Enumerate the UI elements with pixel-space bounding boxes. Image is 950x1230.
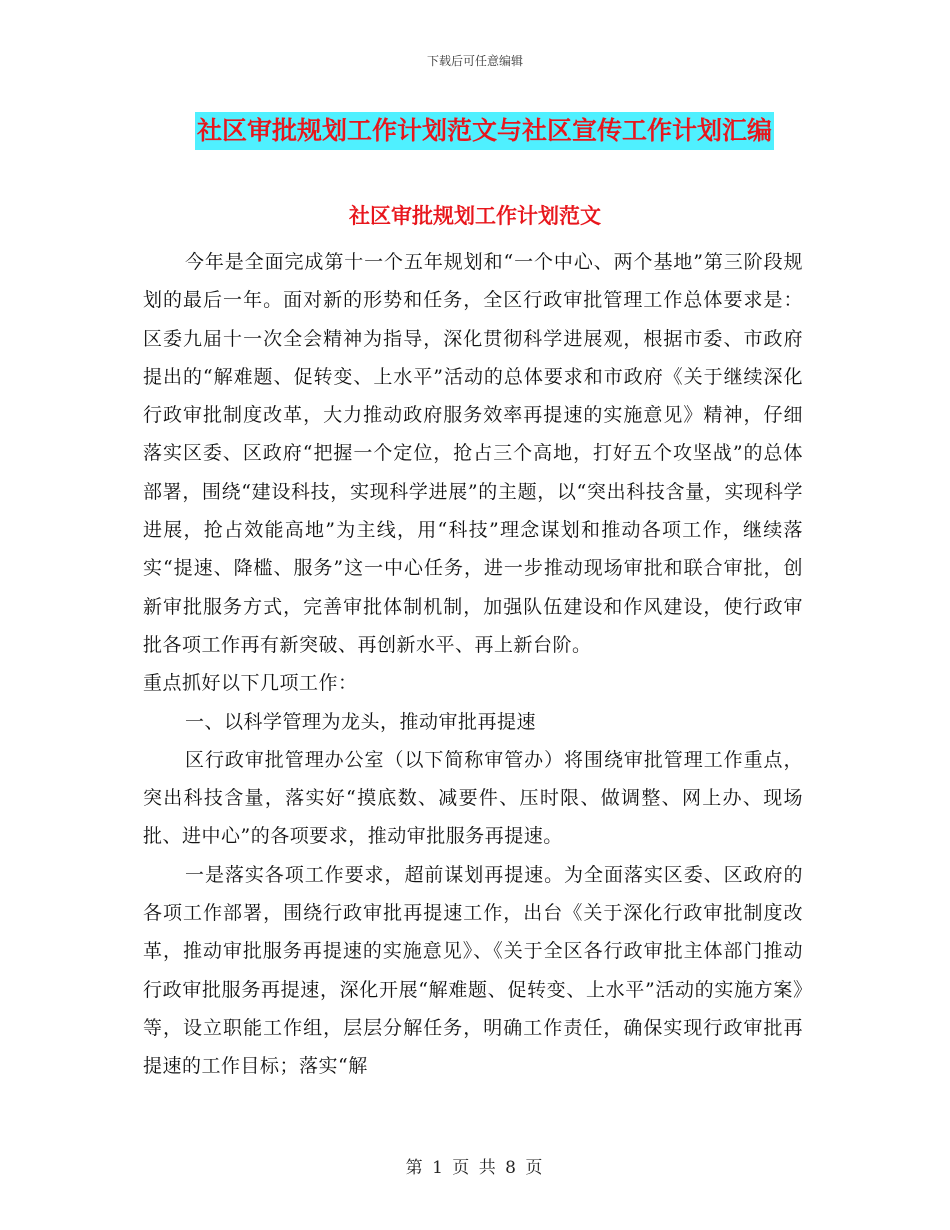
paragraph-key-tasks: 重点抓好以下几项工作： [143,672,358,695]
paragraph-office: 区行政审批管理办公室（以下简称审管办）将围绕审批管理工作重点，突出科技含量，落实好“摸底数、减要件、压时限、做调整、网上办、现场批、进中心”的各项要求，推动审批服务再提速。 [143,748,803,848]
paragraph-heading-one: 一、以科学管理为龙头，推动审批再提速 [185,710,537,733]
section-title: 社区审批规划工作计划范文 [349,203,601,228]
document-body [143,243,803,1086]
document-main-title: 社区审批规划工作计划范文与社区宣传工作计划汇编 [195,112,774,150]
paragraph-first-point: 一是落实各项工作要求，超前谋划再提速。为全面落实区委、区政府的各项工作部署，围绕行政审批再提速工作，出台《关于深化行政审批制度改革，推动审批服务再提速的实施意见》、《关于全区各行政审批主体部门推动行政审批服务再提速，深化开展“解难题、促转变、上水平”活动的实施方案》等，设立职能工作组，层层分解任务，明确工作责任，确保实现行政审批再提速的工作目标；落实“解 [143,863,803,1078]
page-header-note: 下载后可任意编辑 [426,54,523,68]
page-number: 第 1 页 共 8 页 [405,1158,545,1178]
paragraph-intro: 今年是全面完成第十一个五年规划和“一个中心、两个基地”第三阶段规划的最后一年。面对新的形势和任务，全区行政审批管理工作总体要求是：区委九届十一次全会精神为指导，深化贯彻科学进展观，根据市委、市政府提出的“解难题、促转变、上水平”活动的总体要求和市政府《关于继续深化行政审批制度改革，大力推动政府服务效率再提速的实施意见》精神，仔细落实区委、区政府“把握一个定位，抢占三个高地，打好五个攻坚战”的总体部署，围绕“建设科技，实现科学进展”的主题，以“突出科技含量，实现科学进展，抢占效能高地”为主线，用“科技”理念谋划和推动各项工作，继续落实“提速、降槛、服务”这一中心任务，进一步推动现场审批和联合审批，创新审批服务方式，完善审批体制机制，加强队伍建设和作风建设，使行政审批各项工作再有新突破、再创新水平、再上新台阶。 [143,251,803,656]
